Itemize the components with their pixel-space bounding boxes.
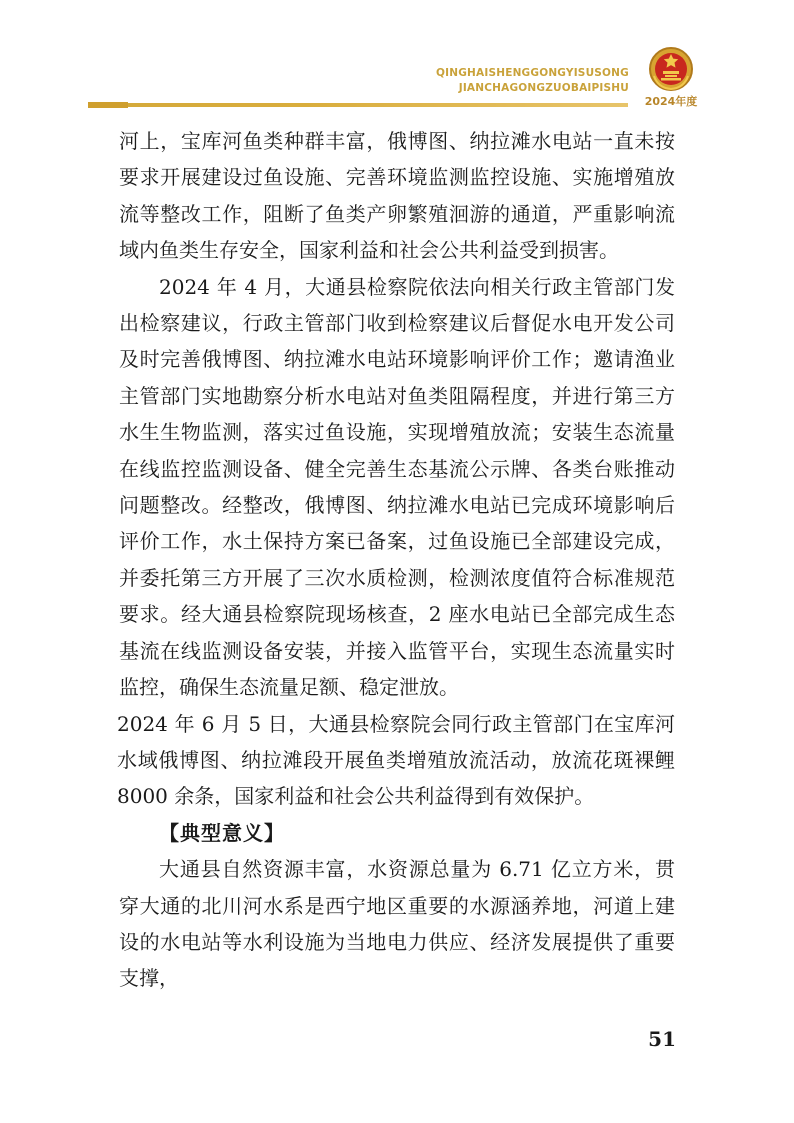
header-rule [88,103,628,107]
paragraph-fish-release: 2024 年 6 月 5 日，大通县检察院会同行政主管部门在宝库河水域俄博图、纳拉滩段开展鱼类增殖放流活动，放流花斑裸鲤 8000 余条，国家利益和社会公共利益得到有效保护。 [117,711,675,809]
header-rule-accent [88,102,128,108]
header-pinyin-line-2: JIANCHAGONGZUOBAIPISHU [458,82,629,94]
procuratorate-emblem-icon [648,46,694,92]
header-year: 2024年度 [644,95,698,108]
paragraph-inspection-suggestion: 2024 年 4 月，大通县检察院依法向相关行政主管部门发出检察建议，行政主管部门收到检察建议后督促水电开发公司及时完善俄博图、纳拉滩水电站环境影响评价工作；邀请渔业主管部门实地勘察分析水电站对鱼类阻隔程度，并进行第三方水生生物监测，落实过鱼设施，实现增殖放流；安装生态流量在线监控监测设备、健全完善生态基流公示牌、各类台账推动问题整改。经整改，俄博图、纳拉滩水电站已完成环境影响后评价工作，水土保持方案已备案，过鱼设施已全部建设完成，并委托第三方开展了三次水质检测，检测浓度值符合标准规范要求。经大通县检察院现场核查，2 座水电站已全部完成生态基流在线监测设备安装，并接入监管平台，实现生态流量实时监控，确保生态流量足额、稳定泄放。 [119,274,675,700]
document-body [119,123,675,997]
paragraph-continued: 河上，宝库河鱼类种群丰富，俄博图、纳拉滩水电站一直未按要求开展建设过鱼设施、完善环境监测监控设施、实施增殖放流等整改工作，阻断了鱼类产卵繁殖洄游的通道，严重影响流域内鱼类生存安全，国家利益和社会公共利益受到损害。 [119,129,675,263]
page-number: 51 [648,1027,676,1051]
paragraph-significance: 大通县自然资源丰富，水资源总量为 6.71 亿立方米，贯穿大通的北川河水系是西宁地区重要的水源涵养地，河道上建设的水电站等水利设施为当地电力供应、经济发展提供了重要支撑， [119,857,675,991]
page-header [0,0,794,120]
section-heading: 【典型意义】 [159,820,285,845]
header-pinyin-line-1: QINGHAISHENGGONGYISUSONG [435,67,629,79]
